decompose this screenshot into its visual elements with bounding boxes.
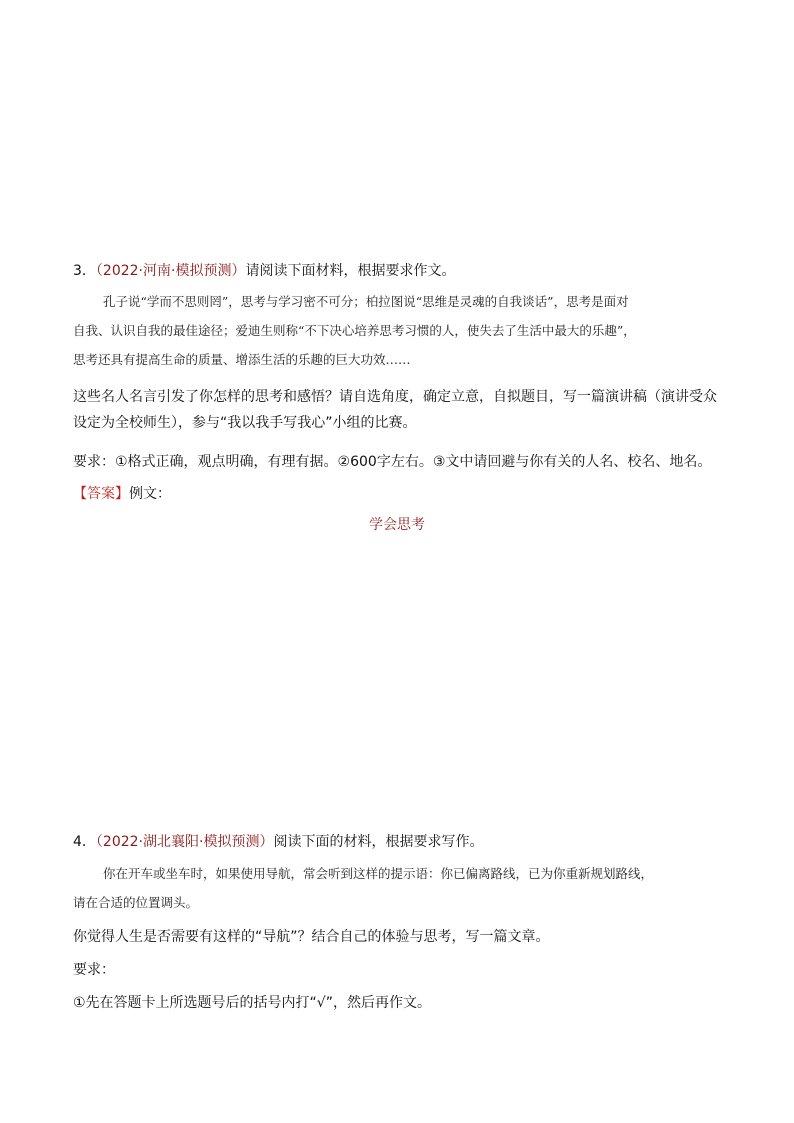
requirements-label: 要求： bbox=[73, 962, 115, 978]
question-3-heading bbox=[73, 261, 455, 281]
question-3-requirements bbox=[73, 449, 723, 475]
material-line: 思考还具有提高生命的质量、增添生活的乐趣的巨大功效…… bbox=[73, 352, 411, 367]
question-4-heading bbox=[73, 832, 483, 852]
requirement-item: ①先在答题卡上所选题号后的括号内打“√”，然后再作文。 bbox=[73, 995, 431, 1011]
prompt-line: 你觉得人生是否需要有这样的“导航”？结合自己的体验与思考，写一篇文章。 bbox=[73, 929, 550, 945]
question-3-prompt bbox=[73, 384, 723, 436]
prompt-line: 这些名人名言引发了你怎样的思考和感悟？请自选角度，确定立意，自拟题目，写一篇演讲稿（演讲受众 bbox=[73, 389, 717, 405]
answer-tag: 【答案】 bbox=[73, 486, 129, 502]
question-4-prompt bbox=[73, 924, 723, 950]
question-3-instruction: 请阅读下面材料，根据要求作文。 bbox=[245, 263, 456, 279]
material-line: 请在合适的位置调头。 bbox=[73, 895, 199, 910]
material-line: 自我、认识自我的最佳途径；爱迪生则称“不下决心培养思考习惯的人，使失去了生活中最大的乐趣”， bbox=[73, 323, 636, 338]
question-4-number: 4． bbox=[73, 834, 96, 850]
question-4-source: （2022·湖北襄阳·模拟预测） bbox=[95, 834, 274, 850]
material-line: 你在开车或坐车时，如果使用导航，常会听到这样的提示语：你已偏离路线，已为你重新规划路线， bbox=[103, 866, 654, 881]
question-4-material bbox=[73, 864, 723, 922]
answer-label bbox=[73, 482, 171, 506]
question-4-requirements-label bbox=[73, 957, 723, 983]
prompt-line: 设定为全校师生），参与“我以我手写我心”小组的比赛。 bbox=[73, 415, 417, 431]
answer-example-label: 例文： bbox=[129, 486, 171, 502]
material-line: 孔子说“学而不思则罔”，思考与学习密不可分；柏拉图说“思维是灵魂的自我谈话”，思考是面对 bbox=[103, 294, 629, 309]
essay-title: 学会思考 bbox=[369, 517, 425, 533]
question-4-requirement-1 bbox=[73, 990, 723, 1016]
question-3-number: 3． bbox=[73, 263, 96, 279]
question-3-material bbox=[73, 292, 723, 379]
requirements-line: 要求：①格式正确，观点明确，有理有据。②600字左右。③文中请回避与你有关的人名、校名、地名。 bbox=[73, 454, 712, 470]
question-3-source: （2022·河南·模拟预测） bbox=[95, 263, 246, 279]
question-4-instruction: 阅读下面的材料，根据要求写作。 bbox=[273, 834, 484, 850]
